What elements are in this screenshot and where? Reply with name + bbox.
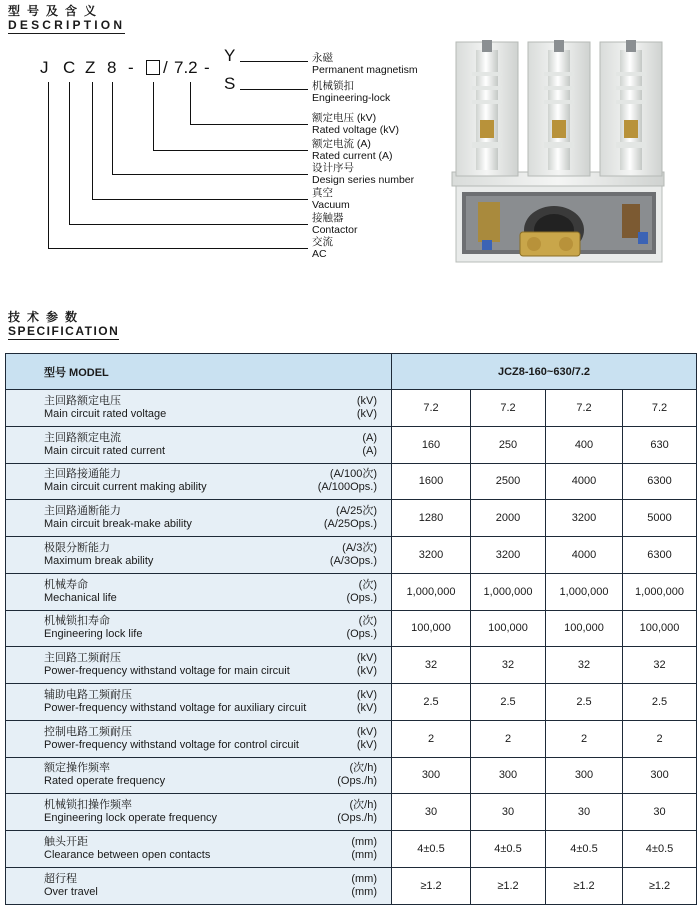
value-cell: 32 bbox=[392, 647, 471, 684]
parameter-name-cn: 主回路额定电流 bbox=[44, 431, 121, 444]
legend-label-cn: 机械锁扣 bbox=[312, 80, 354, 92]
code-char: - bbox=[128, 58, 134, 77]
value-cell: 160 bbox=[392, 426, 471, 463]
legend-label-cn: 真空 bbox=[312, 187, 333, 199]
parameter-name-en: Power-frequency withstand voltage for main circuit bbox=[44, 665, 290, 678]
legend-label-cn: 额定电流 (A) bbox=[312, 138, 371, 150]
value-cell: 2.5 bbox=[623, 684, 697, 721]
legend-leader-line bbox=[190, 124, 308, 125]
parameter-unit-en: (mm) bbox=[351, 885, 377, 898]
parameter-name-en: Main circuit rated voltage bbox=[44, 407, 167, 420]
table-row bbox=[6, 720, 697, 757]
value-cell: ≥1.2 bbox=[471, 867, 546, 904]
legend-leader-line bbox=[92, 199, 308, 200]
legend-leader-line bbox=[240, 89, 308, 90]
parameter-name-cn: 控制电路工频耐压 bbox=[44, 725, 132, 738]
value-cell: 4±0.5 bbox=[546, 831, 623, 868]
table-row bbox=[6, 794, 697, 831]
parameter-name-cn: 主回路额定电压 bbox=[44, 394, 121, 407]
parameter-unit-cn: (次/h) bbox=[349, 762, 377, 775]
parameter-unit-en: (A/100Ops.) bbox=[317, 481, 377, 494]
parameter-unit-cn: (A) bbox=[362, 431, 377, 444]
legend-label-en: Engineering-lock bbox=[312, 92, 391, 104]
value-cell: 400 bbox=[546, 426, 623, 463]
table-row bbox=[6, 757, 697, 794]
parameter-cell bbox=[6, 537, 392, 574]
value-cell: 2000 bbox=[471, 500, 546, 537]
value-cell: 1,000,000 bbox=[392, 573, 471, 610]
value-cell: 1,000,000 bbox=[546, 573, 623, 610]
table-row bbox=[6, 500, 697, 537]
value-cell: ≥1.2 bbox=[623, 867, 697, 904]
table-row bbox=[6, 426, 697, 463]
parameter-cell bbox=[6, 610, 392, 647]
parameter-name-cn: 机械锁扣寿命 bbox=[44, 615, 110, 628]
legend-leader-line bbox=[69, 224, 308, 225]
value-cell: 7.2 bbox=[392, 390, 471, 427]
code-char: - bbox=[204, 58, 210, 77]
legend-leader-line bbox=[112, 174, 308, 175]
parameter-cell bbox=[6, 573, 392, 610]
parameter-name-cn: 辅助电路工频耐压 bbox=[44, 688, 132, 701]
value-cell: 2.5 bbox=[546, 684, 623, 721]
code-option-s: S bbox=[224, 74, 236, 93]
parameter-unit-cn: (mm) bbox=[351, 872, 377, 885]
legend-label-en: AC bbox=[312, 248, 327, 260]
legend-label-cn: 额定电压 (kV) bbox=[312, 112, 377, 124]
parameter-unit-en: (Ops.) bbox=[346, 628, 377, 641]
value-cell: 300 bbox=[546, 757, 623, 794]
parameter-cell bbox=[6, 794, 392, 831]
parameter-unit-en: (Ops./h) bbox=[337, 775, 377, 788]
legend-drop-line bbox=[112, 82, 113, 174]
legend-drop-line bbox=[92, 82, 93, 199]
parameter-cell bbox=[6, 684, 392, 721]
value-cell: ≥1.2 bbox=[546, 867, 623, 904]
value-cell: 100,000 bbox=[623, 610, 697, 647]
parameter-unit-en: (Ops./h) bbox=[337, 812, 377, 825]
code-char: J bbox=[40, 58, 49, 77]
parameter-unit-en: (kV) bbox=[356, 665, 377, 678]
legend-drop-line bbox=[48, 82, 49, 248]
specification-table bbox=[5, 353, 697, 905]
parameter-cell bbox=[6, 647, 392, 684]
table-row bbox=[6, 537, 697, 574]
table-row bbox=[6, 684, 697, 721]
parameter-unit-en: (A/25Ops.) bbox=[323, 518, 377, 531]
value-cell: ≥1.2 bbox=[392, 867, 471, 904]
parameter-unit-cn: (A/25次) bbox=[336, 505, 377, 518]
value-cell: 2.5 bbox=[392, 684, 471, 721]
parameter-name-cn: 主回路工频耐压 bbox=[44, 652, 121, 665]
parameter-name-en: Main circuit rated current bbox=[44, 444, 166, 457]
table-row bbox=[6, 573, 697, 610]
parameter-name-cn: 机械锁扣操作频率 bbox=[44, 799, 132, 812]
value-cell: 3200 bbox=[392, 537, 471, 574]
parameter-name-cn: 主回路接通能力 bbox=[44, 468, 121, 481]
code-option-y: Y bbox=[224, 46, 236, 65]
parameter-unit-cn: (次) bbox=[358, 578, 377, 591]
parameter-cell bbox=[6, 390, 392, 427]
table-row bbox=[6, 867, 697, 904]
parameter-cell bbox=[6, 463, 392, 500]
value-cell: 2 bbox=[392, 720, 471, 757]
legend-leader-line bbox=[240, 61, 308, 62]
parameter-name-cn: 极限分断能力 bbox=[44, 541, 110, 554]
value-cell: 2 bbox=[623, 720, 697, 757]
parameter-unit-cn: (mm) bbox=[351, 835, 377, 848]
value-cell: 100,000 bbox=[471, 610, 546, 647]
value-cell: 5000 bbox=[623, 500, 697, 537]
parameter-unit-en: (A) bbox=[362, 444, 377, 457]
value-cell: 100,000 bbox=[392, 610, 471, 647]
value-cell: 32 bbox=[471, 647, 546, 684]
parameter-cell bbox=[6, 720, 392, 757]
parameter-name-en: Maximum break ability bbox=[44, 554, 154, 567]
parameter-unit-cn: (kV) bbox=[356, 652, 377, 665]
description-header bbox=[8, 4, 125, 34]
parameter-name-en: Engineering lock operate frequency bbox=[44, 812, 218, 825]
parameter-unit-cn: (A/3次) bbox=[342, 541, 377, 554]
value-cell: 4±0.5 bbox=[392, 831, 471, 868]
parameter-name-cn: 额定操作频率 bbox=[44, 762, 110, 775]
value-cell: 7.2 bbox=[546, 390, 623, 427]
legend-drop-line bbox=[69, 82, 70, 224]
value-cell: 1280 bbox=[392, 500, 471, 537]
parameter-cell bbox=[6, 757, 392, 794]
legend-label-en: Vacuum bbox=[312, 199, 350, 211]
value-cell: 2 bbox=[471, 720, 546, 757]
parameter-name-cn: 超行程 bbox=[44, 872, 77, 885]
parameter-name-en: Power-frequency withstand voltage for control circuit bbox=[44, 738, 299, 751]
model-header-label: 型号 MODEL bbox=[6, 354, 392, 390]
value-cell: 3200 bbox=[471, 537, 546, 574]
value-cell: 2 bbox=[546, 720, 623, 757]
contactor-product-photo bbox=[442, 32, 682, 274]
value-cell: 3200 bbox=[546, 500, 623, 537]
legend-label-en: Permanent magnetism bbox=[312, 64, 418, 76]
value-cell: 300 bbox=[623, 757, 697, 794]
value-cell: 630 bbox=[623, 426, 697, 463]
parameter-name-en: Engineering lock life bbox=[44, 628, 143, 641]
table-header-row bbox=[6, 354, 697, 390]
parameter-unit-cn: (次) bbox=[358, 615, 377, 628]
parameter-unit-cn: (kV) bbox=[356, 688, 377, 701]
value-cell: 30 bbox=[623, 794, 697, 831]
value-cell: 6300 bbox=[623, 537, 697, 574]
parameter-unit-en: (mm) bbox=[351, 848, 377, 861]
value-cell: 4000 bbox=[546, 463, 623, 500]
parameter-unit-en: (kV) bbox=[356, 738, 377, 751]
value-cell: 32 bbox=[623, 647, 697, 684]
table-row bbox=[6, 647, 697, 684]
value-cell: 30 bbox=[392, 794, 471, 831]
parameter-unit-cn: (kV) bbox=[356, 725, 377, 738]
legend-label-en: Contactor bbox=[312, 224, 358, 236]
value-cell: 7.2 bbox=[623, 390, 697, 427]
parameter-cell bbox=[6, 831, 392, 868]
value-cell: 100,000 bbox=[546, 610, 623, 647]
value-cell: 4±0.5 bbox=[623, 831, 697, 868]
parameter-name-en: Over travel bbox=[44, 885, 98, 898]
legend-leader-line bbox=[48, 248, 308, 249]
table-row bbox=[6, 610, 697, 647]
legend-drop-line bbox=[153, 82, 154, 150]
legend-label-cn: 设计序号 bbox=[312, 162, 354, 174]
legend-drop-line bbox=[190, 82, 191, 124]
value-cell: 300 bbox=[471, 757, 546, 794]
specification-header bbox=[8, 310, 119, 340]
parameter-name-en: Power-frequency withstand voltage for auxiliary circuit bbox=[44, 701, 307, 714]
description-header-cn: 型号及含义 bbox=[8, 4, 104, 18]
parameter-name-cn: 主回路通断能力 bbox=[44, 505, 121, 518]
value-cell: 250 bbox=[471, 426, 546, 463]
specification-header-cn: 技术参数 bbox=[8, 310, 85, 324]
specification-header-en: SPECIFICATION bbox=[8, 324, 120, 338]
model-header-value: JCZ8-160~630/7.2 bbox=[392, 354, 697, 390]
legend-label-cn: 交流 bbox=[312, 236, 333, 248]
value-cell: 2.5 bbox=[471, 684, 546, 721]
legend-label-cn: 永磁 bbox=[312, 52, 333, 64]
value-cell: 30 bbox=[546, 794, 623, 831]
parameter-unit-en: (A/3Ops.) bbox=[329, 554, 377, 567]
value-cell: 300 bbox=[392, 757, 471, 794]
parameter-unit-en: (kV) bbox=[356, 407, 377, 420]
parameter-cell bbox=[6, 867, 392, 904]
code-char: / bbox=[163, 58, 168, 77]
legend-label-en: Design series number bbox=[312, 174, 415, 186]
code-char: Z bbox=[85, 58, 96, 77]
parameter-unit-cn: (A/100次) bbox=[329, 468, 377, 481]
code-char: C bbox=[63, 58, 76, 77]
table-row bbox=[6, 463, 697, 500]
table-row bbox=[6, 831, 697, 868]
code-char: 7.2 bbox=[174, 58, 198, 77]
parameter-name-en: Clearance between open contacts bbox=[44, 848, 211, 861]
value-cell: 7.2 bbox=[471, 390, 546, 427]
code-char: 8 bbox=[107, 58, 117, 77]
parameter-cell bbox=[6, 426, 392, 463]
table-row bbox=[6, 390, 697, 427]
parameter-name-en: Mechanical life bbox=[44, 591, 117, 604]
value-cell: 1600 bbox=[392, 463, 471, 500]
value-cell: 32 bbox=[546, 647, 623, 684]
legend-label-en: Rated voltage (kV) bbox=[312, 124, 399, 136]
description-header-en: DESCRIPTION bbox=[8, 18, 126, 32]
model-code-diagram bbox=[0, 40, 450, 270]
parameter-unit-en: (Ops.) bbox=[346, 591, 377, 604]
value-cell: 1,000,000 bbox=[471, 573, 546, 610]
parameter-unit-cn: (次/h) bbox=[349, 799, 377, 812]
legend-leader-line bbox=[153, 150, 308, 151]
parameter-unit-cn: (kV) bbox=[356, 394, 377, 407]
parameter-unit-en: (kV) bbox=[356, 701, 377, 714]
value-cell: 4000 bbox=[546, 537, 623, 574]
parameter-cell bbox=[6, 500, 392, 537]
code-blank-box bbox=[146, 60, 160, 75]
parameter-name-cn: 触头开距 bbox=[44, 835, 88, 848]
parameter-name-en: Rated operate frequency bbox=[44, 775, 166, 788]
legend-label-en: Rated current (A) bbox=[312, 150, 393, 162]
value-cell: 4±0.5 bbox=[471, 831, 546, 868]
value-cell: 1,000,000 bbox=[623, 573, 697, 610]
parameter-name-en: Main circuit current making ability bbox=[44, 481, 207, 494]
value-cell: 6300 bbox=[623, 463, 697, 500]
legend-label-cn: 接触器 bbox=[312, 212, 344, 224]
value-cell: 30 bbox=[471, 794, 546, 831]
parameter-name-cn: 机械寿命 bbox=[44, 578, 88, 591]
parameter-name-en: Main circuit break-make ability bbox=[44, 518, 192, 531]
value-cell: 2500 bbox=[471, 463, 546, 500]
